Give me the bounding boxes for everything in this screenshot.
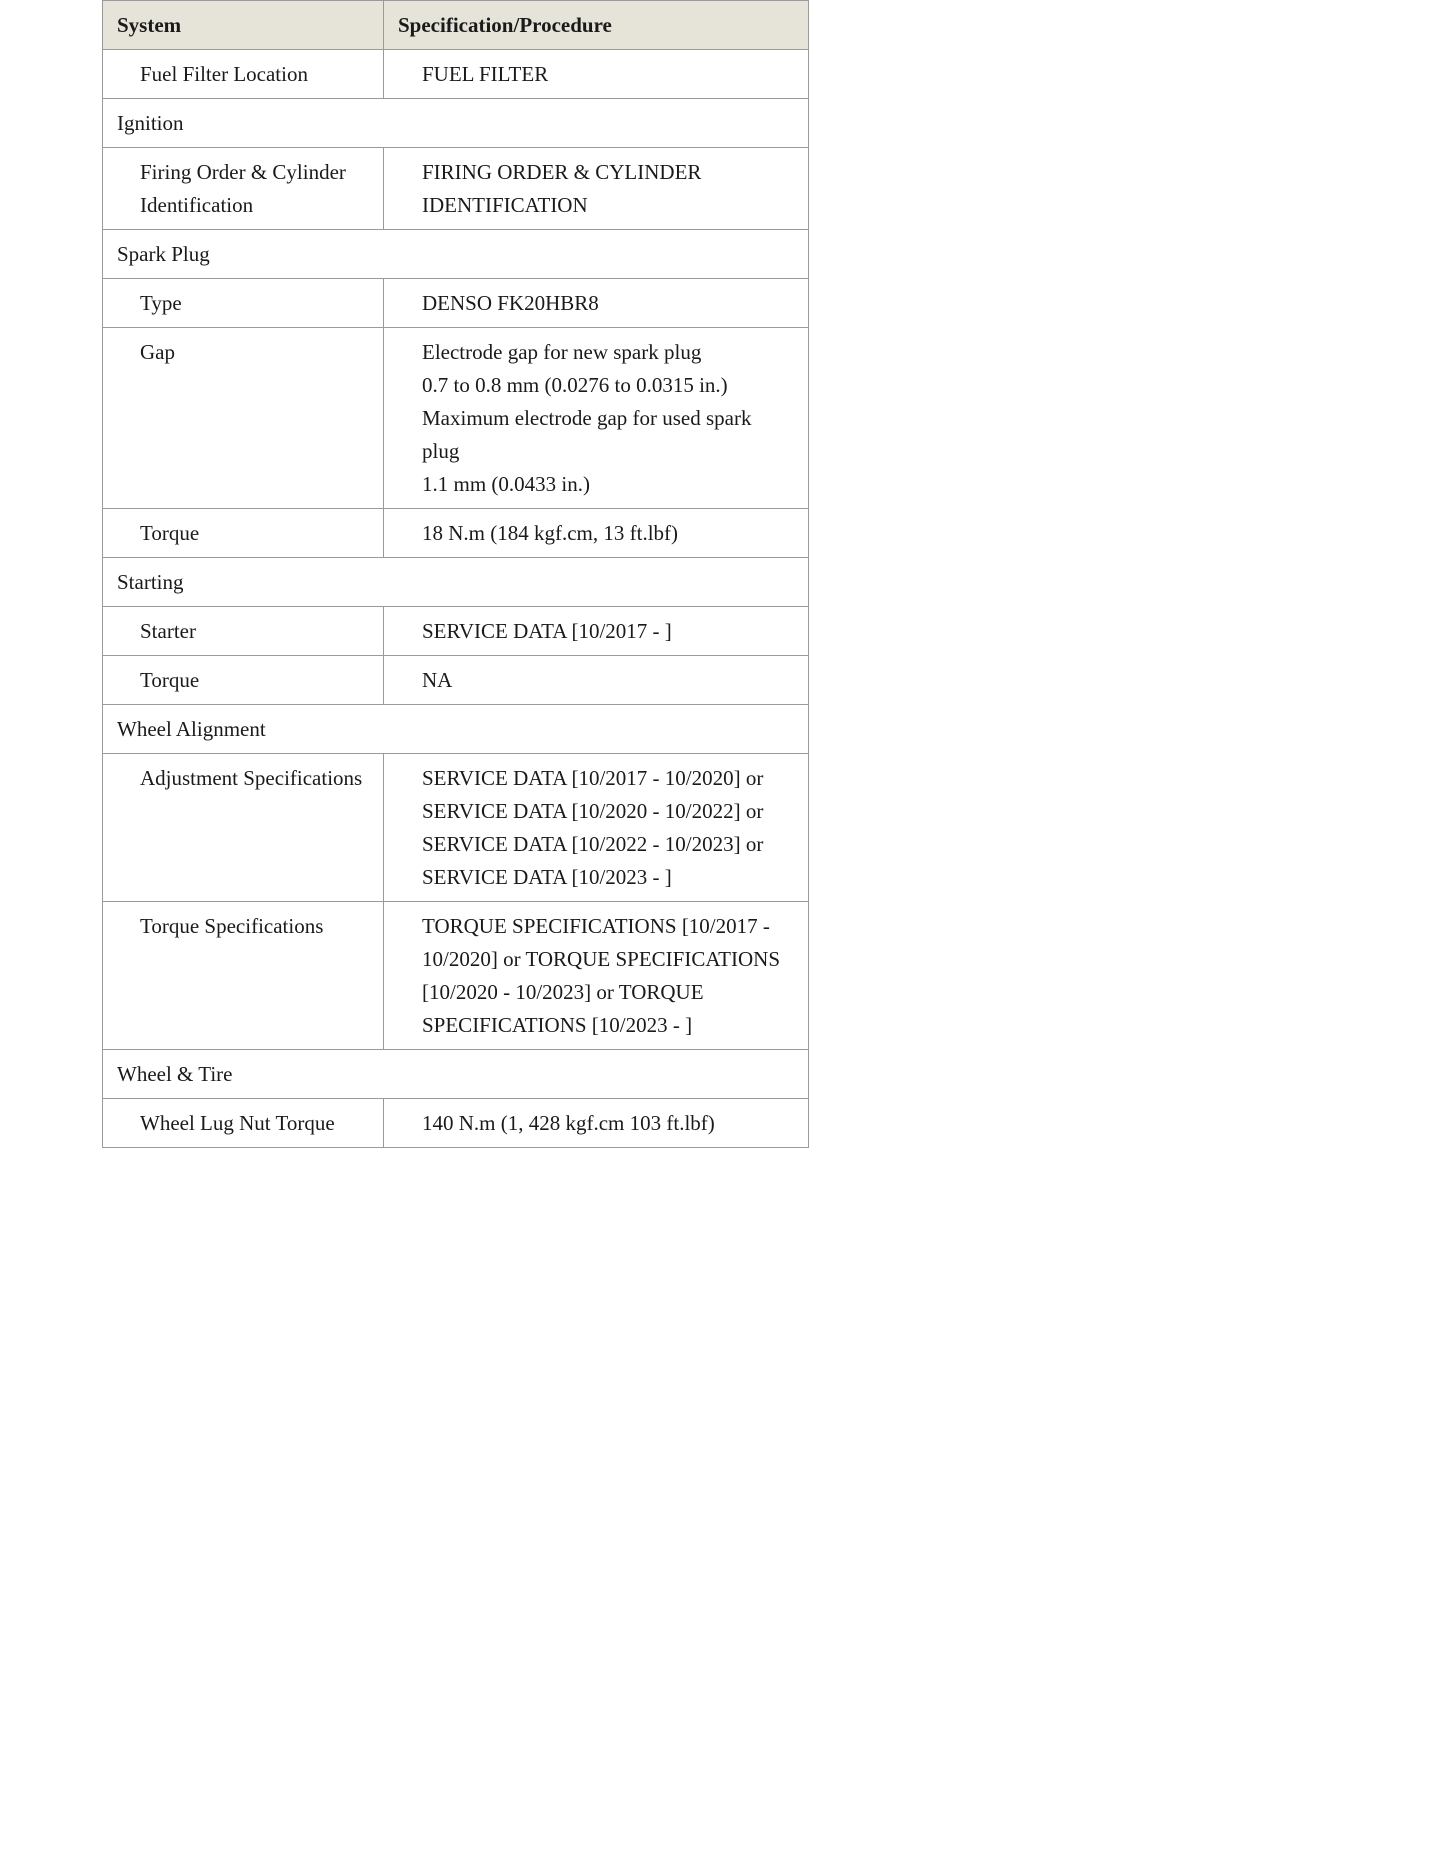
specification-cell [384,754,809,902]
specification-line: TORQUE SPECIFICATIONS [10/2017 - 10/2020] or TORQUE SPECIFICATIONS [10/2020 - 10/2023] or TORQUE SPECIFICATIONS [10/2023 - ] [422,914,781,1037]
specification-line: DENSO FK20HBR8 [422,291,599,315]
table-row [103,754,809,902]
column-header-system: System [103,1,384,50]
specification-cell [384,656,809,705]
specification-cell [384,50,809,99]
specification-line: Maximum electrode gap for used spark plug [422,406,752,463]
section-heading: Starting [103,558,809,607]
table-header [103,1,809,50]
system-cell: Fuel Filter Location [103,50,384,99]
table-row [103,902,809,1050]
specification-line: 0.7 to 0.8 mm (0.0276 to 0.0315 in.) [422,373,728,397]
system-cell: Torque Specifications [103,902,384,1050]
specification-cell [384,1099,809,1148]
specification-cell [384,279,809,328]
system-cell: Firing Order & Cylinder Identification [103,148,384,230]
specification-line: 1.1 mm (0.0433 in.) [422,472,590,496]
column-header-specification: Specification/Procedure [384,1,809,50]
specification-line: SERVICE DATA [10/2023 - ] [422,865,672,889]
table-row [103,148,809,230]
specification-line: SERVICE DATA [10/2022 - 10/2023] or [422,832,764,856]
section-row [103,99,809,148]
section-heading: Wheel Alignment [103,705,809,754]
system-cell: Adjustment Specifications [103,754,384,902]
system-cell: Starter [103,607,384,656]
table-row [103,656,809,705]
specification-line: SERVICE DATA [10/2017 - ] [422,619,672,643]
system-cell: Torque [103,656,384,705]
system-cell: Gap [103,328,384,509]
specification-line: Electrode gap for new spark plug [422,340,702,364]
table-row [103,279,809,328]
section-heading: Wheel & Tire [103,1050,809,1099]
specification-line: FIRING ORDER & CYLINDER IDENTIFICATION [422,160,702,217]
specification-line: SERVICE DATA [10/2017 - 10/2020] or [422,766,764,790]
system-cell: Torque [103,509,384,558]
specification-cell [384,607,809,656]
section-row [103,230,809,279]
specification-cell [384,509,809,558]
section-heading: Ignition [103,99,809,148]
header-row [103,1,809,50]
table-row [103,1099,809,1148]
section-heading: Spark Plug [103,230,809,279]
system-cell: Wheel Lug Nut Torque [103,1099,384,1148]
table-row [103,607,809,656]
system-cell: Type [103,279,384,328]
specification-cell [384,148,809,230]
table-row [103,509,809,558]
specification-cell [384,902,809,1050]
specifications-table [102,0,809,1148]
table-row [103,328,809,509]
table-row [103,50,809,99]
specification-line: NA [422,668,453,692]
section-row [103,705,809,754]
section-row [103,1050,809,1099]
section-row [103,558,809,607]
specification-line: 18 N.m (184 kgf.cm, 13 ft.lbf) [422,521,679,545]
specification-line: 140 N.m (1, 428 kgf.cm 103 ft.lbf) [422,1111,715,1135]
specification-line: SERVICE DATA [10/2020 - 10/2022] or [422,799,764,823]
specification-cell [384,328,809,509]
table-body [103,50,809,1148]
specification-line: FUEL FILTER [422,62,549,86]
